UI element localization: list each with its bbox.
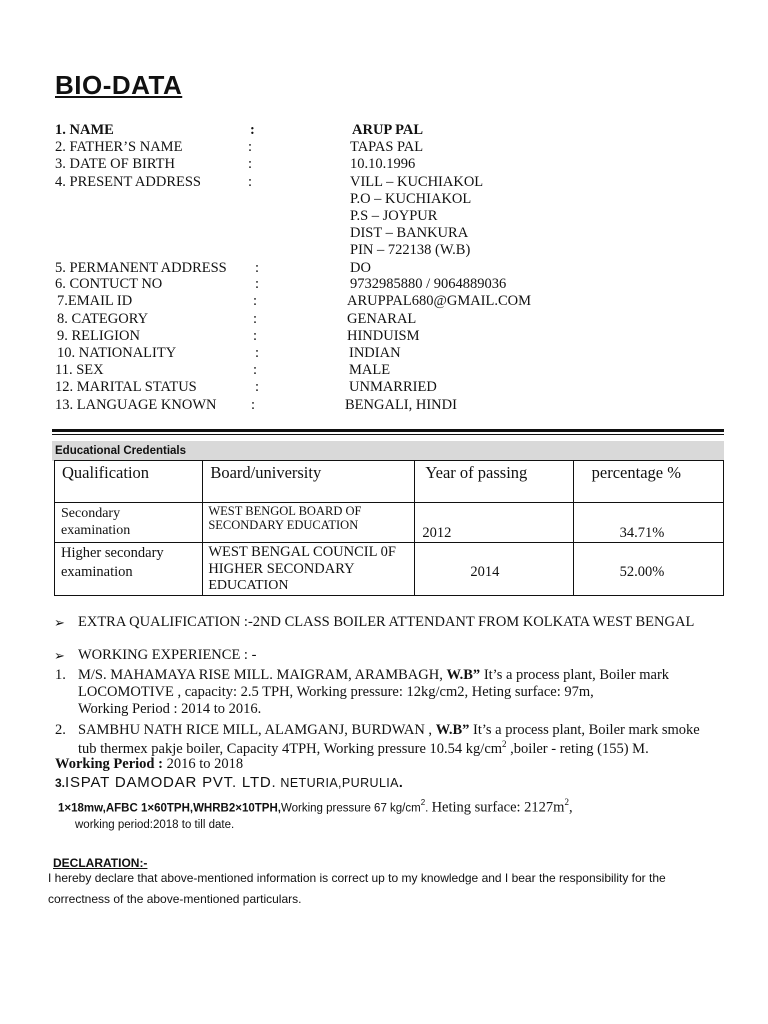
working-experience-heading: WORKING EXPERIENCE : - — [78, 647, 257, 663]
arrow-bullet-icon: ➢ — [54, 616, 65, 631]
cell-board: WEST BENGAL COUNCIL 0F — [208, 544, 396, 560]
colon: : — [255, 276, 260, 292]
experience-1-line1 — [78, 667, 669, 684]
value-language: BENGALI, HINDI — [345, 397, 457, 413]
value-address-vill: VILL – KUCHIAKOL — [350, 174, 484, 190]
table-row — [55, 543, 724, 596]
value-contact: 9732985880 / 9064889036 — [350, 276, 507, 292]
experience-1-state: W.B” — [446, 667, 481, 683]
declaration-heading: DECLARATION:- — [53, 856, 148, 870]
page-title: BIO-DATA — [55, 70, 183, 100]
header-percentage: percentage % — [591, 463, 681, 482]
experience-3-spec-pressure: Working pressure 67 kg/cm — [280, 802, 421, 815]
colon: : — [251, 397, 256, 413]
value-address-po: P.O – KUCHIAKOL — [350, 191, 472, 207]
experience-2-line2 — [78, 739, 649, 758]
experience-1-line2: LOCOMOTIVE , capacity: 2.5 TPH, Working pressure: 12kg/cm2, Heting surface: 97m, — [78, 684, 594, 700]
experience-3-location: NETURIA,PURULIA — [276, 776, 399, 790]
value-nationality: INDIAN — [349, 345, 401, 361]
cell-year: 2014 — [470, 564, 500, 580]
period-value: 2016 to 2018 — [162, 756, 244, 772]
colon: : — [253, 328, 258, 344]
label-language: 13. LANGUAGE KNOWN — [55, 397, 217, 413]
value-religion: HINDUISM — [347, 328, 420, 344]
colon: : — [250, 122, 255, 138]
value-dob: 10.10.1996 — [350, 156, 416, 172]
superscript: 2 — [502, 739, 507, 749]
declaration-line2: correctness of the above-mentioned particulars. — [48, 892, 302, 906]
colon: : — [255, 260, 260, 276]
colon: : — [253, 362, 258, 378]
experience-2-spec-end: ,boiler - reting (155) M. — [506, 740, 649, 757]
period-label: Working Period : — [55, 756, 163, 772]
cell-board: WEST BENGOL BOARD OF — [208, 504, 362, 518]
arrow-bullet-icon: ➢ — [54, 649, 65, 664]
label-email: 7.EMAIL ID — [57, 293, 133, 309]
colon: : — [248, 139, 253, 155]
header-qualification: Qualification — [62, 463, 150, 482]
value-address-dist: DIST – BANKURA — [350, 225, 469, 241]
label-contact: 6. CONTUCT NO — [55, 276, 163, 292]
cell-qualification: examination — [61, 523, 131, 538]
colon: : — [253, 311, 258, 327]
table-header-row — [55, 461, 724, 503]
cell-qualification: Secondary — [61, 506, 121, 521]
value-email: ARUPPAL680@GMAIL.COM — [347, 293, 532, 309]
cell-year: 2012 — [422, 525, 452, 541]
section-divider-thick — [52, 429, 724, 432]
cell-board: HIGHER SECONDARY — [208, 561, 355, 577]
education-table — [54, 460, 724, 596]
value-address-pin: PIN – 722138 (W.B) — [350, 242, 471, 258]
experience-1-period: Working Period : 2014 to 2016. — [78, 701, 262, 717]
superscript: 2 — [564, 797, 569, 807]
value-address-ps: P.S – JOYPUR — [350, 208, 438, 224]
value-sex: MALE — [349, 362, 391, 378]
colon: : — [248, 174, 253, 190]
experience-2-period — [55, 756, 243, 773]
list-number: 1. — [55, 667, 66, 683]
label-present-address: 4. PRESENT ADDRESS — [55, 174, 201, 190]
superscript: 2 — [420, 798, 426, 807]
value-name: ARUP PAL — [352, 122, 424, 138]
education-section-title: Educational Credentials — [55, 445, 187, 457]
table-row — [55, 503, 724, 543]
experience-1-desc: It’s a process plant, Boiler mark — [480, 667, 670, 683]
header-board: Board/university — [210, 463, 322, 482]
label-marital-status: 12. MARITAL STATUS — [55, 379, 197, 395]
experience-1-company: M/S. MAHAMAYA RISE MILL. MAIGRAM, ARAMBAGH, — [78, 667, 447, 683]
label-category: 8. CATEGORY — [57, 311, 149, 327]
experience-3-line1 — [55, 774, 403, 792]
label-religion: 9. RELIGION — [57, 328, 140, 344]
value-father-name: TAPAS PAL — [350, 139, 424, 155]
experience-2-company: SAMBHU NATH RICE MILL, ALAMGANJ, BURDWAN , — [78, 722, 436, 738]
cell-percentage: 34.71% — [619, 525, 665, 541]
declaration-line1: I hereby declare that above-mentioned information is correct up to my knowledge and I bear the responsibility for the — [48, 871, 666, 885]
experience-3-period: working period:2018 to till date. — [75, 819, 235, 831]
experience-3-spec-heting: Heting surface: 2127m — [431, 799, 565, 816]
cell-board: EDUCATION — [208, 578, 289, 593]
header-year: Year of passing — [425, 463, 528, 482]
spec-dot: . — [425, 802, 432, 815]
spec-end: , — [568, 799, 573, 816]
label-father-name: 2. FATHER’S NAME — [55, 139, 183, 155]
experience-3-spec — [58, 797, 573, 816]
cell-board: SECONDARY EDUCATION — [208, 518, 359, 532]
cell-percentage: 52.00% — [619, 564, 665, 580]
value-marital-status: UNMARRIED — [349, 379, 437, 395]
experience-3-spec-capacity: 1×18mw,AFBC 1×60TPH,WHRB2×10TPH, — [58, 802, 281, 815]
cell-qualification: Higher secondary — [61, 545, 164, 561]
colon: : — [253, 293, 258, 309]
section-divider-thin — [52, 434, 724, 435]
value-permanent-address: DO — [350, 260, 371, 276]
extra-qualification-text: EXTRA QUALIFICATION :-2ND CLASS BOILER ATTENDANT FROM KOLKATA WEST BENGAL — [78, 614, 695, 630]
experience-2-state: W.B” — [435, 722, 470, 738]
list-number: 2. — [55, 722, 66, 738]
period-dot: . — [398, 774, 403, 790]
experience-2-spec: tub thermex pakje boiler, Capacity 4TPH, Working pressure 10.54 kg/cm — [78, 740, 503, 757]
colon: : — [248, 156, 253, 172]
value-category: GENARAL — [347, 311, 417, 327]
experience-2-desc: It’s a process plant, Boiler mark smoke — [469, 722, 700, 738]
label-nationality: 10. NATIONALITY — [57, 345, 177, 361]
label-sex: 11. SEX — [55, 362, 104, 378]
experience-3-company: ISPAT DAMODAR PVT. LTD. — [65, 774, 277, 791]
label-permanent-address: 5. PERMANENT ADDRESS — [55, 260, 227, 276]
experience-2-line1 — [78, 722, 700, 739]
label-dob: 3. DATE OF BIRTH — [55, 156, 175, 172]
list-number: 3. — [55, 776, 66, 790]
colon: : — [255, 379, 260, 395]
cell-qualification: examination — [61, 564, 133, 580]
label-name: 1. NAME — [55, 122, 114, 138]
colon: : — [255, 345, 260, 361]
